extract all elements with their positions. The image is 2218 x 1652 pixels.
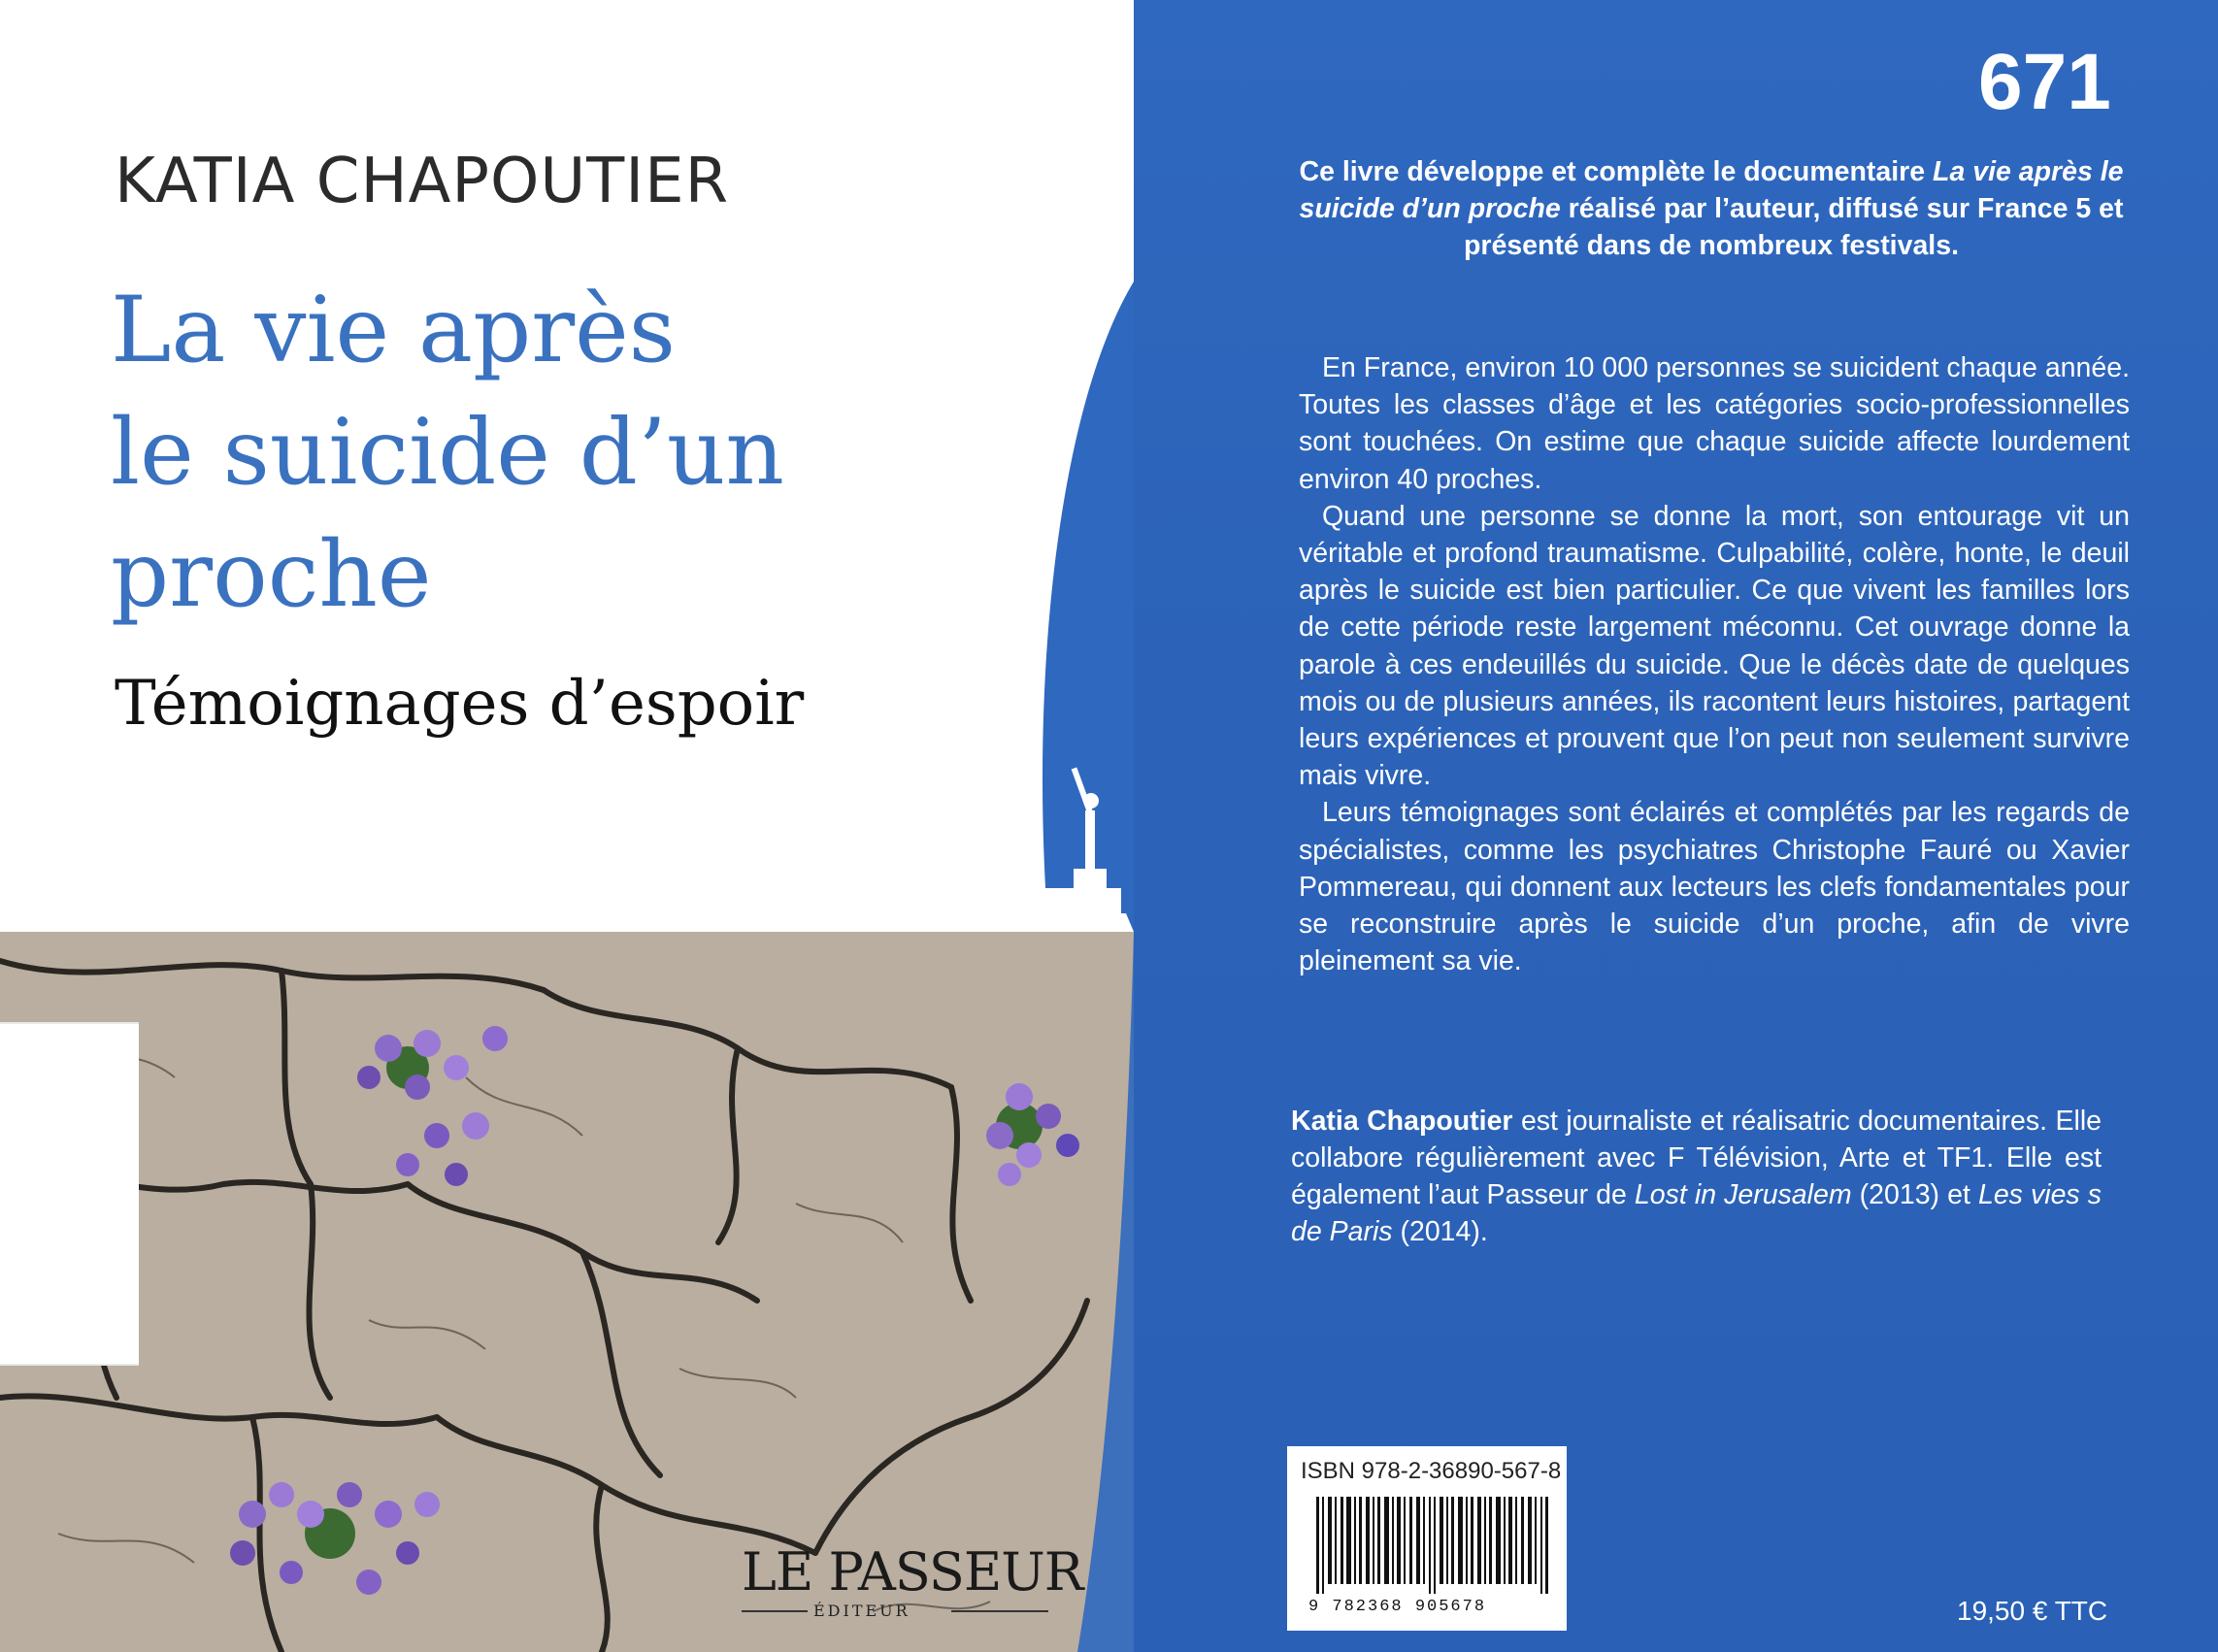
divider (951, 1610, 1048, 1612)
isbn: ISBN 978-2-36890-567-8 (1301, 1458, 1562, 1484)
author-name: KATIA CHAPOUTIER (115, 146, 730, 217)
title-line: La vie après (111, 278, 677, 383)
paragraph: Leurs témoignages sont éclairés et complétés par les regards de spécialistes, comme les psychiatres Christophe Fauré ou Xavier Pommereau, qui donnent aux lecteurs les clefs fondamentales pour se reconstruire après le suicide d’un proche, afin de vivre pleinement sa vie. (1299, 797, 2130, 977)
back-cover (1134, 0, 2218, 1652)
price: 19,50 € TTC (1957, 1596, 2108, 1626)
intro-text: Ce livre développe et complète le documentaire La vie après le suicide d’un proche réalisé par l’auteur, diffusé sur France 5 et présenté dans de nombreux festivals. (1299, 156, 2124, 261)
publisher-logo: LE PASSEUR (742, 1541, 1083, 1602)
barcode-number: 9 782368 905678 (1308, 1598, 1487, 1616)
isbn-barcode-box (1287, 1446, 1567, 1631)
book-subtitle: Témoignages d’espoir (115, 668, 805, 740)
author-bio: Katia Chapoutier est journaliste et réalisatric documentaires. Elle collabore régulièrement avec F Télévision, Arte et TF1. Elle est également l’aut Passeur de Lost in Jerusalem (2013) et Les vies s de Paris (2014). (1291, 1106, 2102, 1247)
barcode-icon (1316, 1497, 1559, 1594)
paragraph: En France, environ 10 000 personnes se suicident chaque année. Toutes les classes d’âge et les catégories socio-professionnelles sont touchées. On estime que chaque suicide affecte lourdement environ 40 proches. (1299, 352, 2130, 495)
library-number: 671 (1978, 38, 2111, 126)
book-title (111, 270, 784, 637)
library-sticker (0, 1022, 139, 1366)
title-line: proche (111, 522, 432, 628)
divider (742, 1610, 808, 1612)
paragraph: Quand une personne se donne la mort, son entourage vit un véritable et profond traumatisme. Culpabilité, colère, honte, le deuil après le suicide est bien particulier. Ce que vivent les familles lors de cette période reste largement méconnu. Cet ouvrage donne la parole à ces endeuillés du suicide. Que le décès date de quelques mois ou de plusieurs années, ils racontent leurs histoires, partagent leurs expériences et prouvent que l’on peut non seulement survivre mais vivre. (1299, 500, 2130, 792)
publisher-subtitle: ÉDITEUR (813, 1602, 910, 1620)
title-line: le suicide d’un (111, 400, 784, 506)
description (1299, 349, 2130, 979)
